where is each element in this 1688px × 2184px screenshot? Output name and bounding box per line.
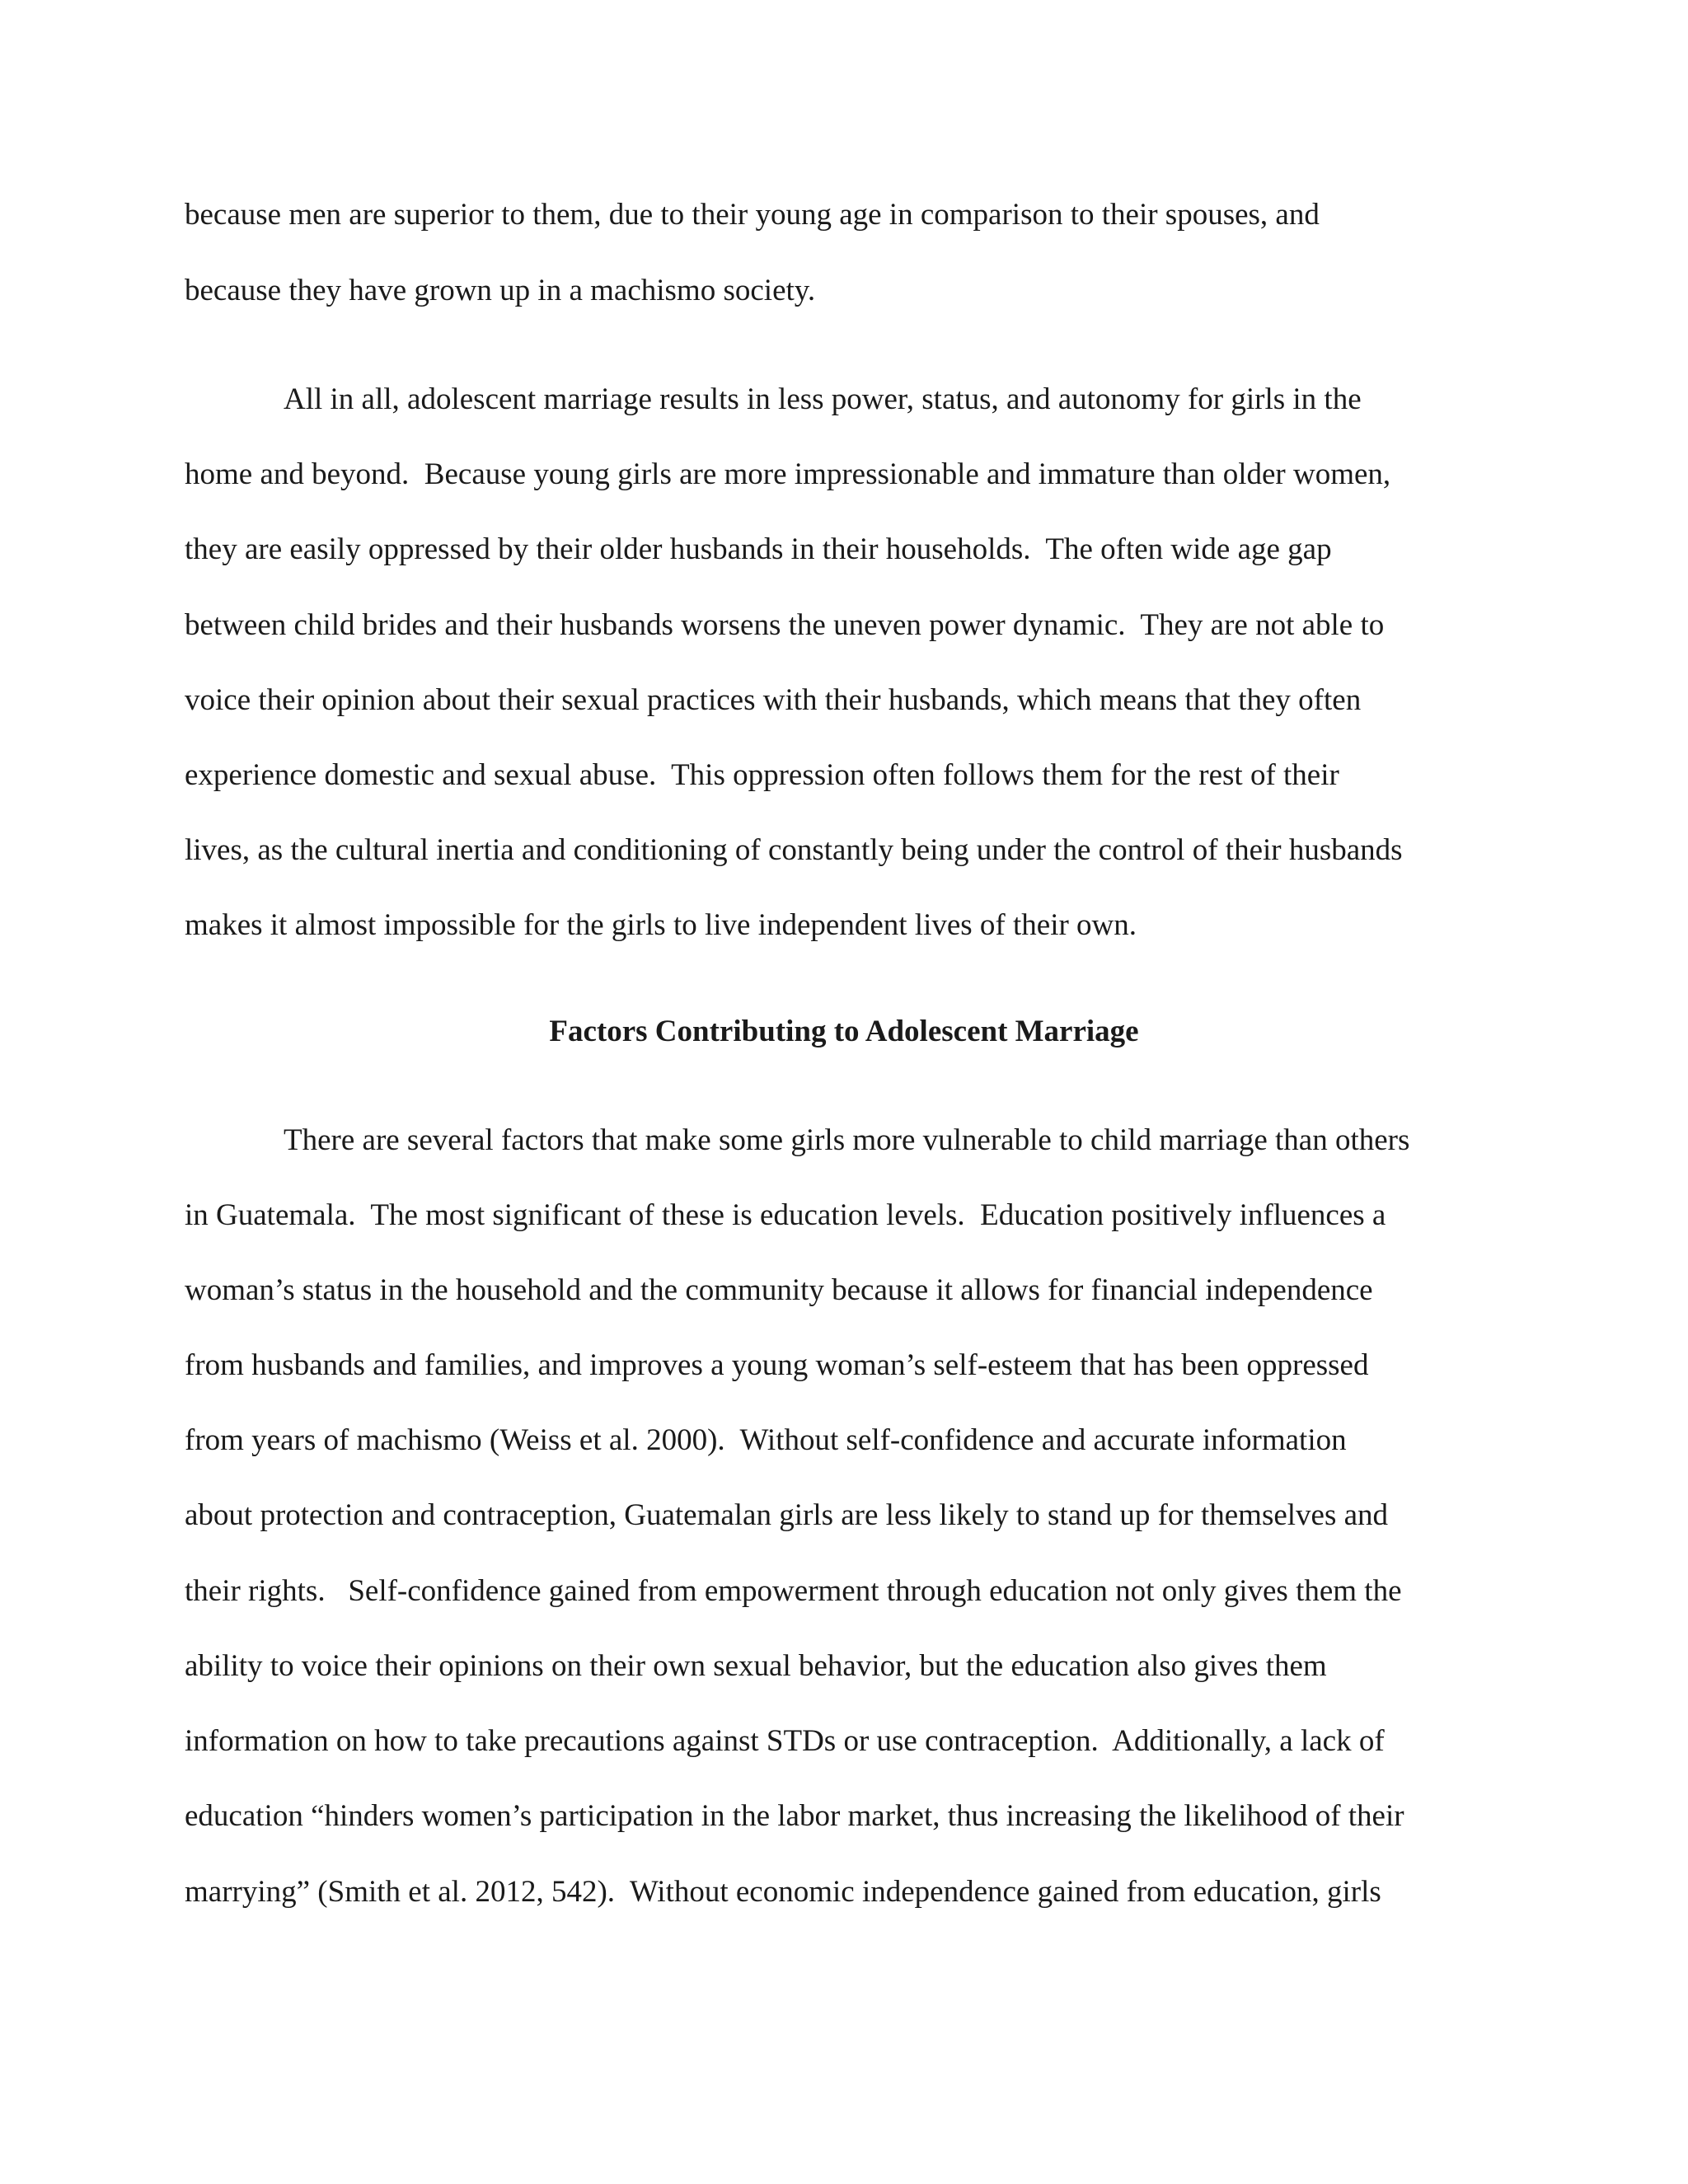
text-line: because men are superior to them, due to their young age in comparison to their spouses, and (185, 198, 1320, 232)
text-line: from years of machismo (Weiss et al. 2000). Without self-confidence and accurate information (185, 1423, 1347, 1457)
text-line: marrying” (Smith et al. 2012, 542). Without economic independence gained from education, girls (185, 1875, 1381, 1909)
text-line: There are several factors that make some girls more vulnerable to child marriage than others (284, 1123, 1410, 1157)
section-heading: Factors Contributing to Adolescent Marriage (549, 1015, 1139, 1048)
text-line: makes it almost impossible for the girls to live independent lives of their own. (185, 908, 1137, 942)
text-line: in Guatemala. The most significant of these is education levels. Education positively influences a (185, 1198, 1386, 1232)
text-line: All in all, adolescent marriage results in less power, status, and autonomy for girls in the (284, 382, 1362, 416)
text-line: their rights. Self-confidence gained from empowerment through education not only gives them the (185, 1574, 1402, 1608)
text-line: information on how to take precautions against STDs or use contraception. Additionally, a lack of (185, 1724, 1385, 1758)
text-line: they are easily oppressed by their older husbands in their households. The often wide age gap (185, 532, 1332, 566)
text-line: ability to voice their opinions on their own sexual behavior, but the education also gives them (185, 1649, 1327, 1683)
text-line: voice their opinion about their sexual practices with their husbands, which means that they often (185, 683, 1362, 717)
text-line: woman’s status in the household and the community because it allows for financial independence (185, 1273, 1373, 1307)
text-line: from husbands and families, and improves a young woman’s self-esteem that has been oppressed (185, 1348, 1369, 1382)
text-line: education “hinders women’s participation in the labor market, thus increasing the likelihood of their (185, 1799, 1404, 1833)
text-line: because they have grown up in a machismo society. (185, 274, 816, 307)
text-line: about protection and contraception, Guatemalan girls are less likely to stand up for themselves and (185, 1498, 1389, 1532)
text-line: home and beyond. Because young girls are more impressionable and immature than older women, (185, 457, 1391, 491)
text-line: between child brides and their husbands worsens the uneven power dynamic. They are not able to (185, 608, 1385, 642)
text-line: experience domestic and sexual abuse. This oppression often follows them for the rest of their (185, 758, 1339, 792)
text-line: lives, as the cultural inertia and conditioning of constantly being under the control of their husbands (185, 833, 1403, 867)
